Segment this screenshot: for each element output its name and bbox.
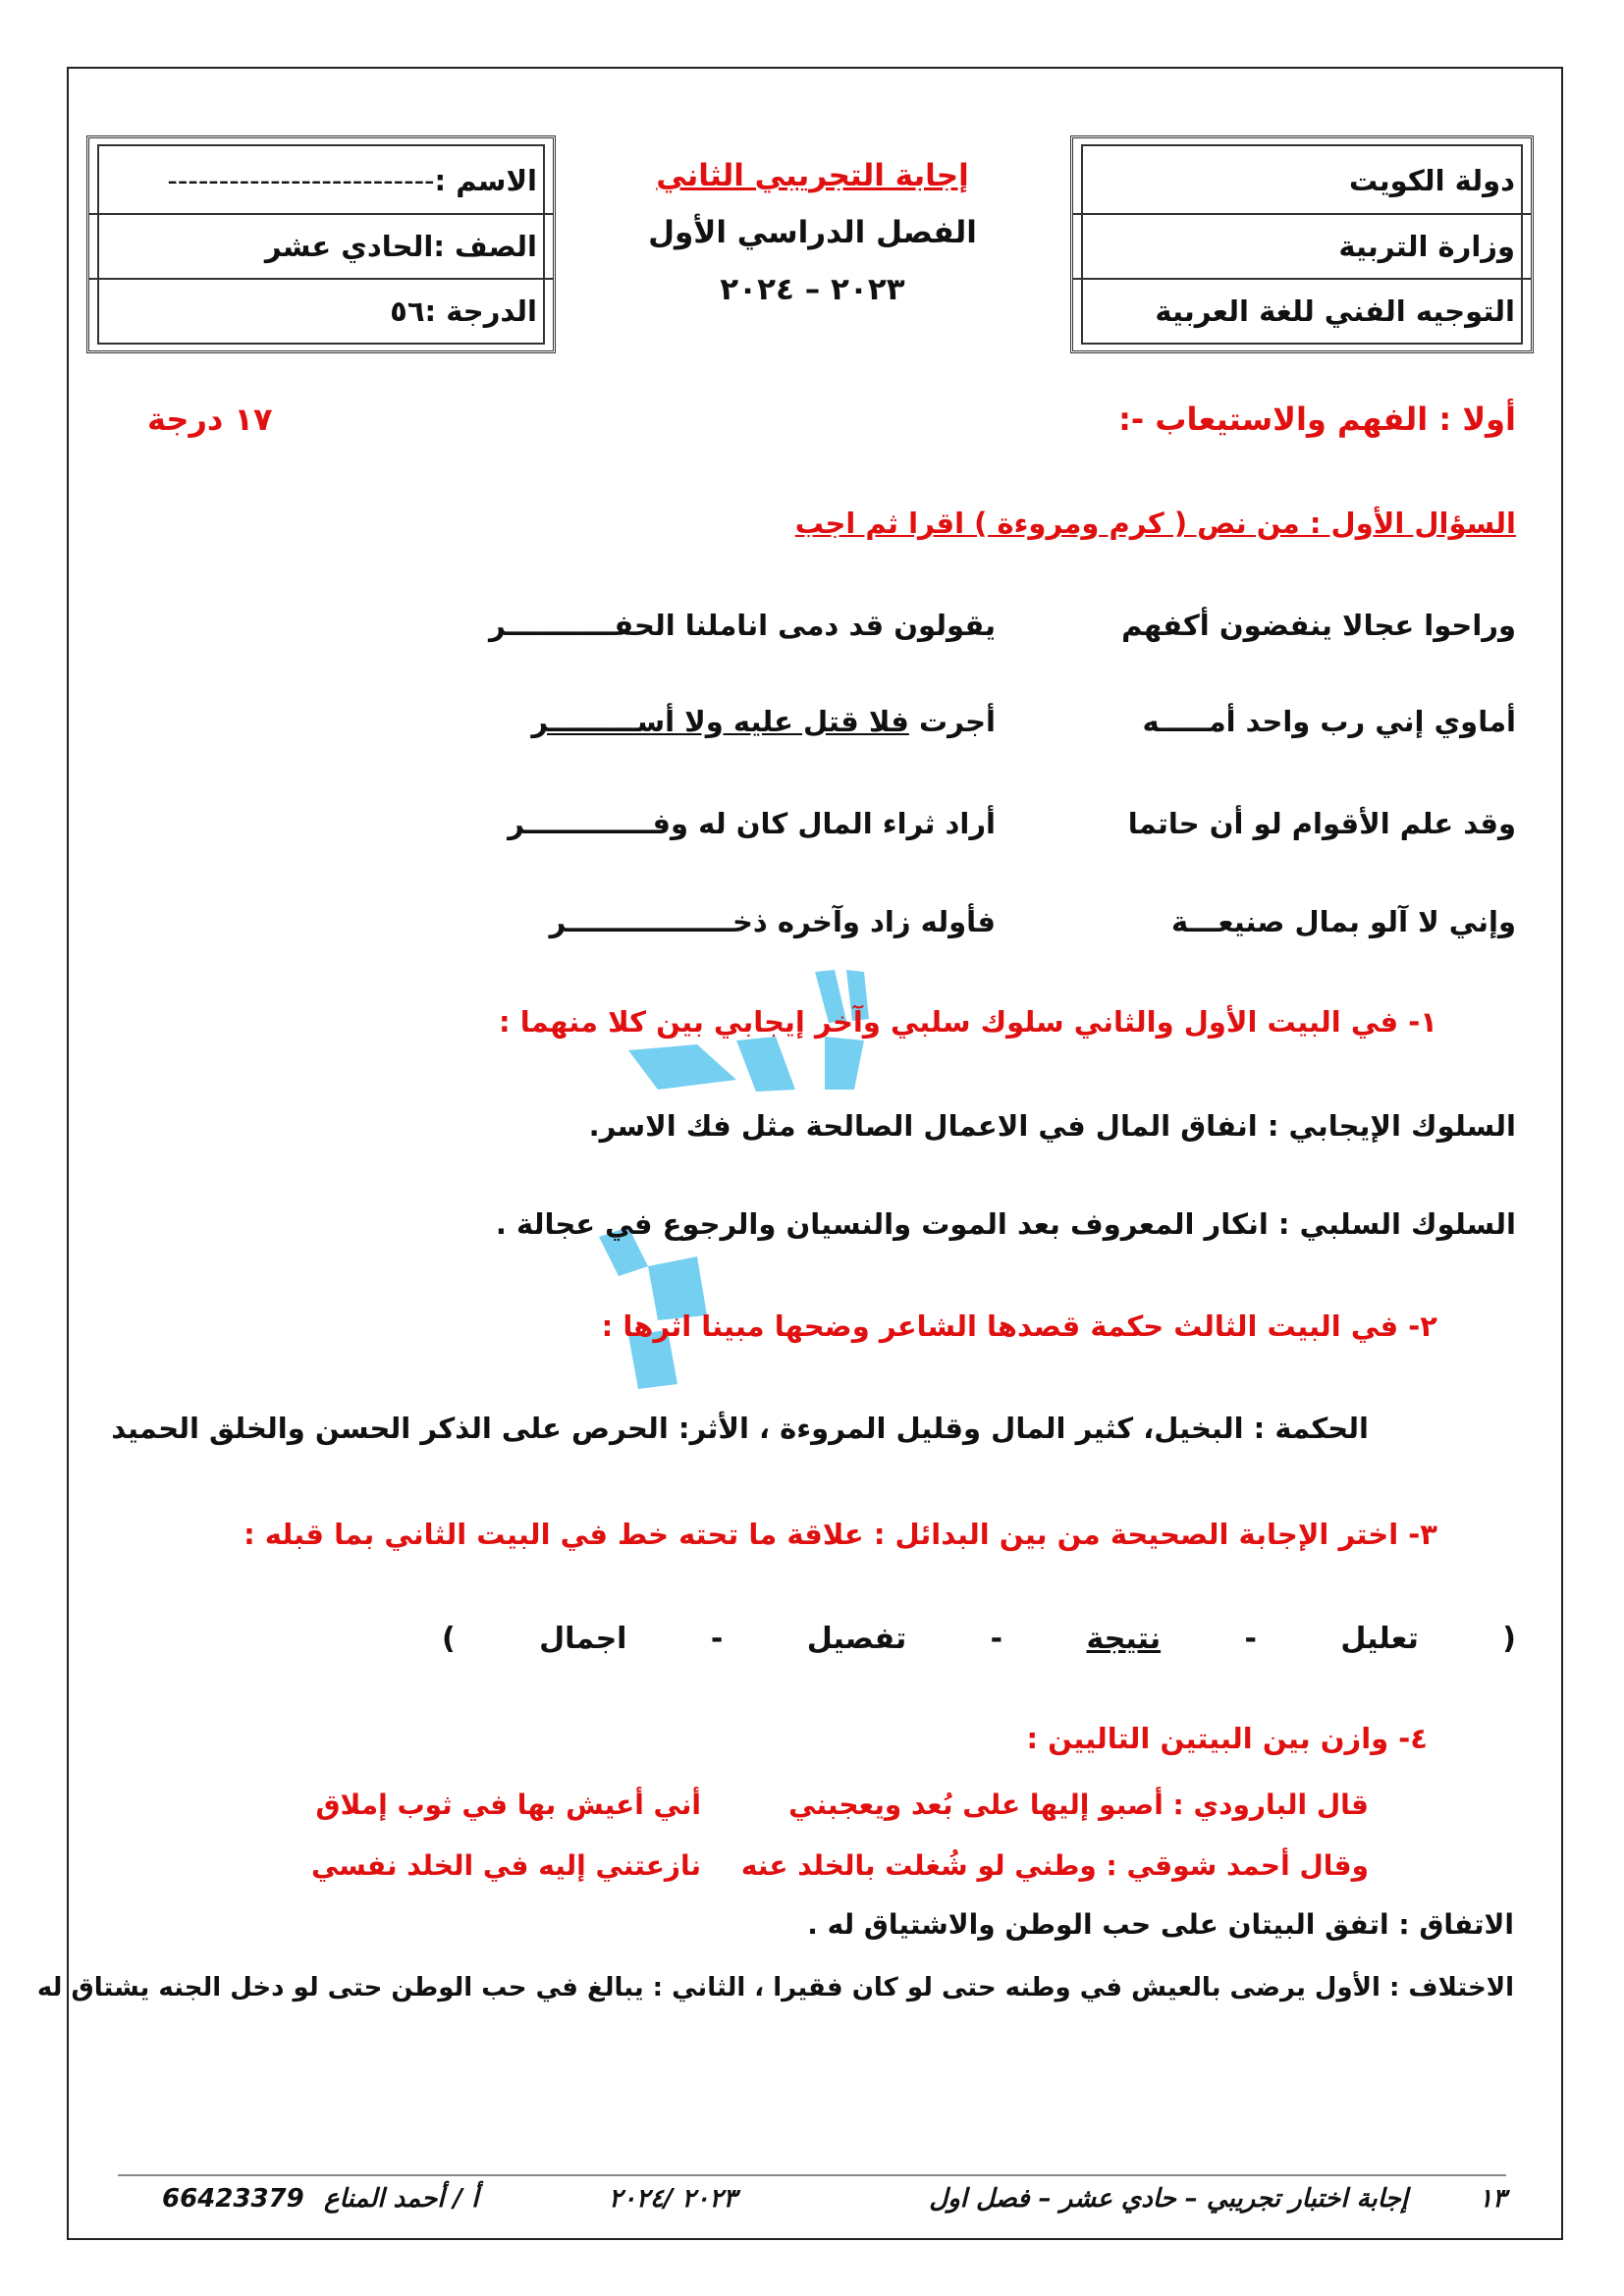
choice-paren-open: ( [1502, 1622, 1516, 1656]
choice-option: اجمال [539, 1622, 627, 1656]
question-3: ٣- اختر الإجابة الصحيحة من بين البدائل : علاقة ما تحته خط في البيت الثاني بما قبله : [244, 1518, 1437, 1551]
choice-separator: - [710, 1622, 724, 1656]
verse-first-hemistich: قال البارودي : أصبو إليها على بُعد ويعجبني [788, 1789, 1369, 1821]
poem-first-hemistich: وقد علم الأقوام لو أن حاتما [1127, 807, 1516, 840]
poem-underlined-phrase: فلا قتل عليه ولا أســـــــــر [531, 705, 909, 738]
question-1: ١- في البيت الأول والثاني سلوك سلبي وآخر إيجابي بين كلا منهما : [499, 1005, 1437, 1039]
verse-second-hemistich: نازعتني إليه في الخلد نفسي [310, 1849, 701, 1882]
answer-agreement: الاتفاق : اتفق البيتان على حب الوطن والاشتياق له . [807, 1908, 1514, 1941]
poem-first-hemistich: وراحوا عجالا ينفضون أكفهم [1121, 609, 1516, 642]
class-row [89, 213, 553, 278]
section-marks: ١٧ درجة [147, 400, 273, 438]
poem-first-hemistich: وإني لا آلو بمال صنيعـــة [1171, 905, 1516, 938]
answer-difference: الاختلاف : الأول يرضى بالعيش في وطنه حتى لو كان فقيرا ، الثاني : يبالغ في حب الوطن حتى لو دخل الجنه يشتاق له [36, 1973, 1514, 2002]
footer-year: ٢٠٢٣ /٢٠٢٤ [609, 2184, 737, 2214]
poem-second-hemistich: يقولون قد دمى اناملنا الحفـــــــــــر [489, 609, 996, 642]
class-value: الحادي عشر [264, 230, 434, 263]
choice-separator: - [1244, 1622, 1257, 1656]
header-left-box [86, 135, 556, 353]
exam-title: إجابة التجريبي الثاني [656, 158, 969, 193]
poem-second-hemistich [531, 705, 996, 738]
poem-first-hemistich: أماوي إني رب واحد أمـــــه [1142, 705, 1516, 738]
header-right-box [1070, 135, 1534, 353]
poem-second-hemistich: أراد ثراء المال كان له وفـــــــــــــر [508, 807, 996, 840]
poem-second-hemistich: فأوله زاد وآخره ذخـــــــــــــــــر [549, 905, 996, 938]
question1-title: السؤال الأول : من نص ( كرم ومروءة ) اقرا ثم اجب [794, 507, 1516, 540]
choices-row [442, 1622, 1516, 1656]
answer-wisdom: الحكمة : البخيل، كثير المال وقليل المروءة ، الأثر: الحرص على الذكر الحسن والخلق الحميد [111, 1412, 1369, 1445]
year-label: ٢٠٢٣ – ٢٠٢٤ [720, 272, 905, 307]
choice-option-correct: نتيجة [1086, 1622, 1162, 1656]
choice-separator: - [990, 1622, 1003, 1656]
grade-label: الدرجة : [424, 294, 537, 328]
choice-paren-close: ) [442, 1622, 456, 1656]
section-title: أولا : الفهم والاستيعاب -: [1118, 400, 1516, 438]
question-2: ٢- في البيت الثالث حكمة قصدها الشاعر وضحها مبينا اثرها : [601, 1309, 1437, 1343]
term-label: الفصل الدراسي الأول [648, 215, 977, 250]
footer-divider [118, 2174, 1506, 2176]
verse-second-hemistich: أني أعيش بها في ثوب إملاق [315, 1789, 701, 1821]
footer-title: إجابة اختبار تجريبي – حادي عشر – فصل اول [929, 2184, 1408, 2214]
verse-first-hemistich: وقال أحمد شوقي : وطني لو شُغلت بالخلد عنه [740, 1849, 1369, 1882]
choice-option: تفصيل [806, 1622, 907, 1656]
class-label: الصف : [433, 230, 537, 263]
footer-phone: 66423379 [162, 2184, 304, 2214]
ministry-label: وزارة التربية [1073, 213, 1531, 278]
footer-author: أ / أحمد المناع [324, 2184, 479, 2214]
grade-row [89, 278, 553, 343]
answer-positive-behavior: السلوك الإيجابي : انفاق المال في الاعمال الصالحة مثل فك الاسر. [588, 1109, 1516, 1143]
name-row [89, 148, 553, 213]
header-center [565, 147, 1060, 353]
footer-page-number: ١٣ [1479, 2184, 1506, 2214]
name-value: -------------------------- [167, 164, 435, 197]
poem-second-pre: أجرت [908, 705, 996, 738]
name-label: الاسم : [434, 164, 537, 197]
department-label: التوجيه الفني للغة العربية [1073, 278, 1531, 343]
grade-value: ٥٦ [390, 294, 425, 328]
country-label: دولة الكويت [1349, 164, 1515, 197]
choice-option: تعليل [1340, 1622, 1419, 1656]
answer-negative-behavior: السلوك السلبي : انكار المعروف بعد الموت والنسيان والرجوع في عجالة . [495, 1207, 1516, 1241]
question-4: ٤- وازن بين البيتين التاليين : [1026, 1722, 1428, 1755]
